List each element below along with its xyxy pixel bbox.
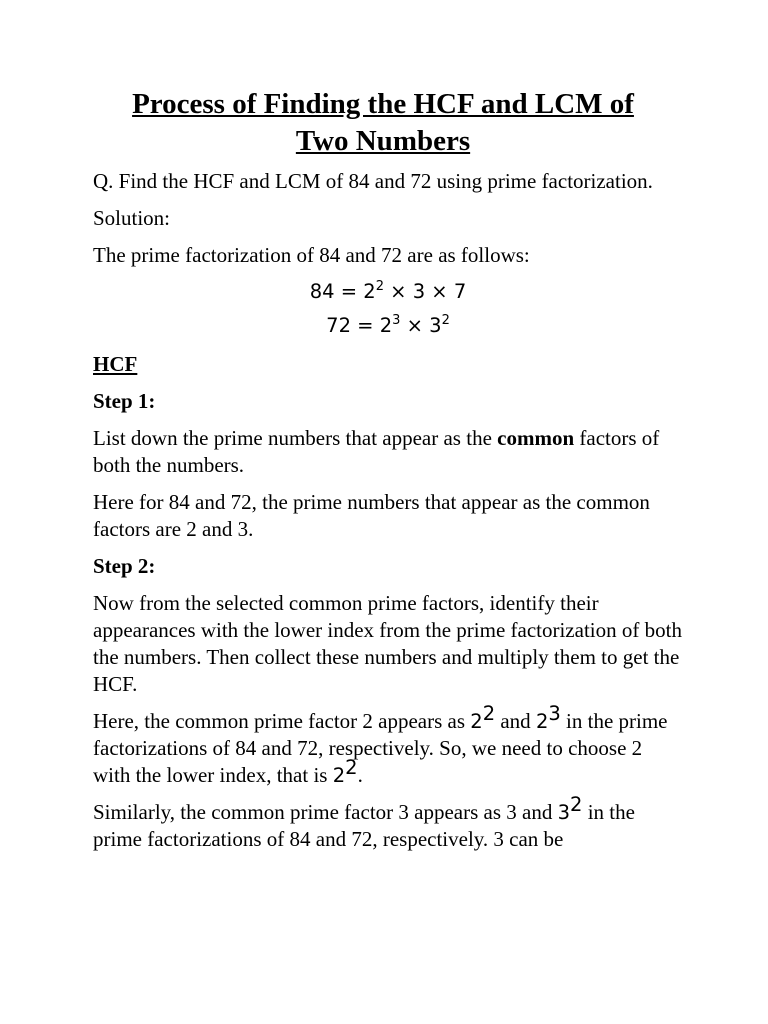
step2-label: Step 2: bbox=[93, 554, 156, 578]
document-page bbox=[93, 86, 683, 853]
paragraph-factor-three: Similarly, the common prime factor 3 appears as 3 and $3^2$ in the prime factorizations of 84 and 72, respectively. 3 can be bbox=[93, 793, 635, 851]
step1-label: Step 1: bbox=[93, 389, 156, 413]
solution-label: Solution: bbox=[93, 206, 171, 230]
title-line-1: Process of Finding the HCF and LCM of bbox=[132, 88, 634, 120]
equation-72: $72 = 2^3 \times 3^2$ bbox=[326, 313, 450, 337]
paragraph-factor-two: Here, the common prime factor 2 appears as $2^2$ and $2^3$ in the prime factorizations of 84 and 72, respectively. So, we need to choose 2 with the lower index, that is $2^2$. bbox=[93, 702, 668, 787]
step2-text: Now from the selected common prime factors, identify their appearances with the lower index from the prime factorization of both the numbers. Then collect these numbers and multiply them to get the HCF. bbox=[93, 591, 682, 696]
step1-example: Here for 84 and 72, the prime numbers that appear as the common factors are 2 and 3. bbox=[93, 490, 650, 541]
hcf-heading: HCF bbox=[93, 352, 138, 376]
title-line-2: Two Numbers bbox=[295, 125, 471, 157]
question-text: Q. Find the HCF and LCM of 84 and 72 using prime factorization. bbox=[93, 169, 653, 193]
document-title bbox=[83, 86, 683, 160]
step1-text: List down the prime numbers that appear as the common factors of both the numbers. bbox=[93, 426, 660, 477]
intro-text: The prime factorization of 84 and 72 are as follows: bbox=[93, 243, 530, 267]
equation-84: $84 = 2^2 \times 3 \times 7$ bbox=[309, 279, 467, 303]
